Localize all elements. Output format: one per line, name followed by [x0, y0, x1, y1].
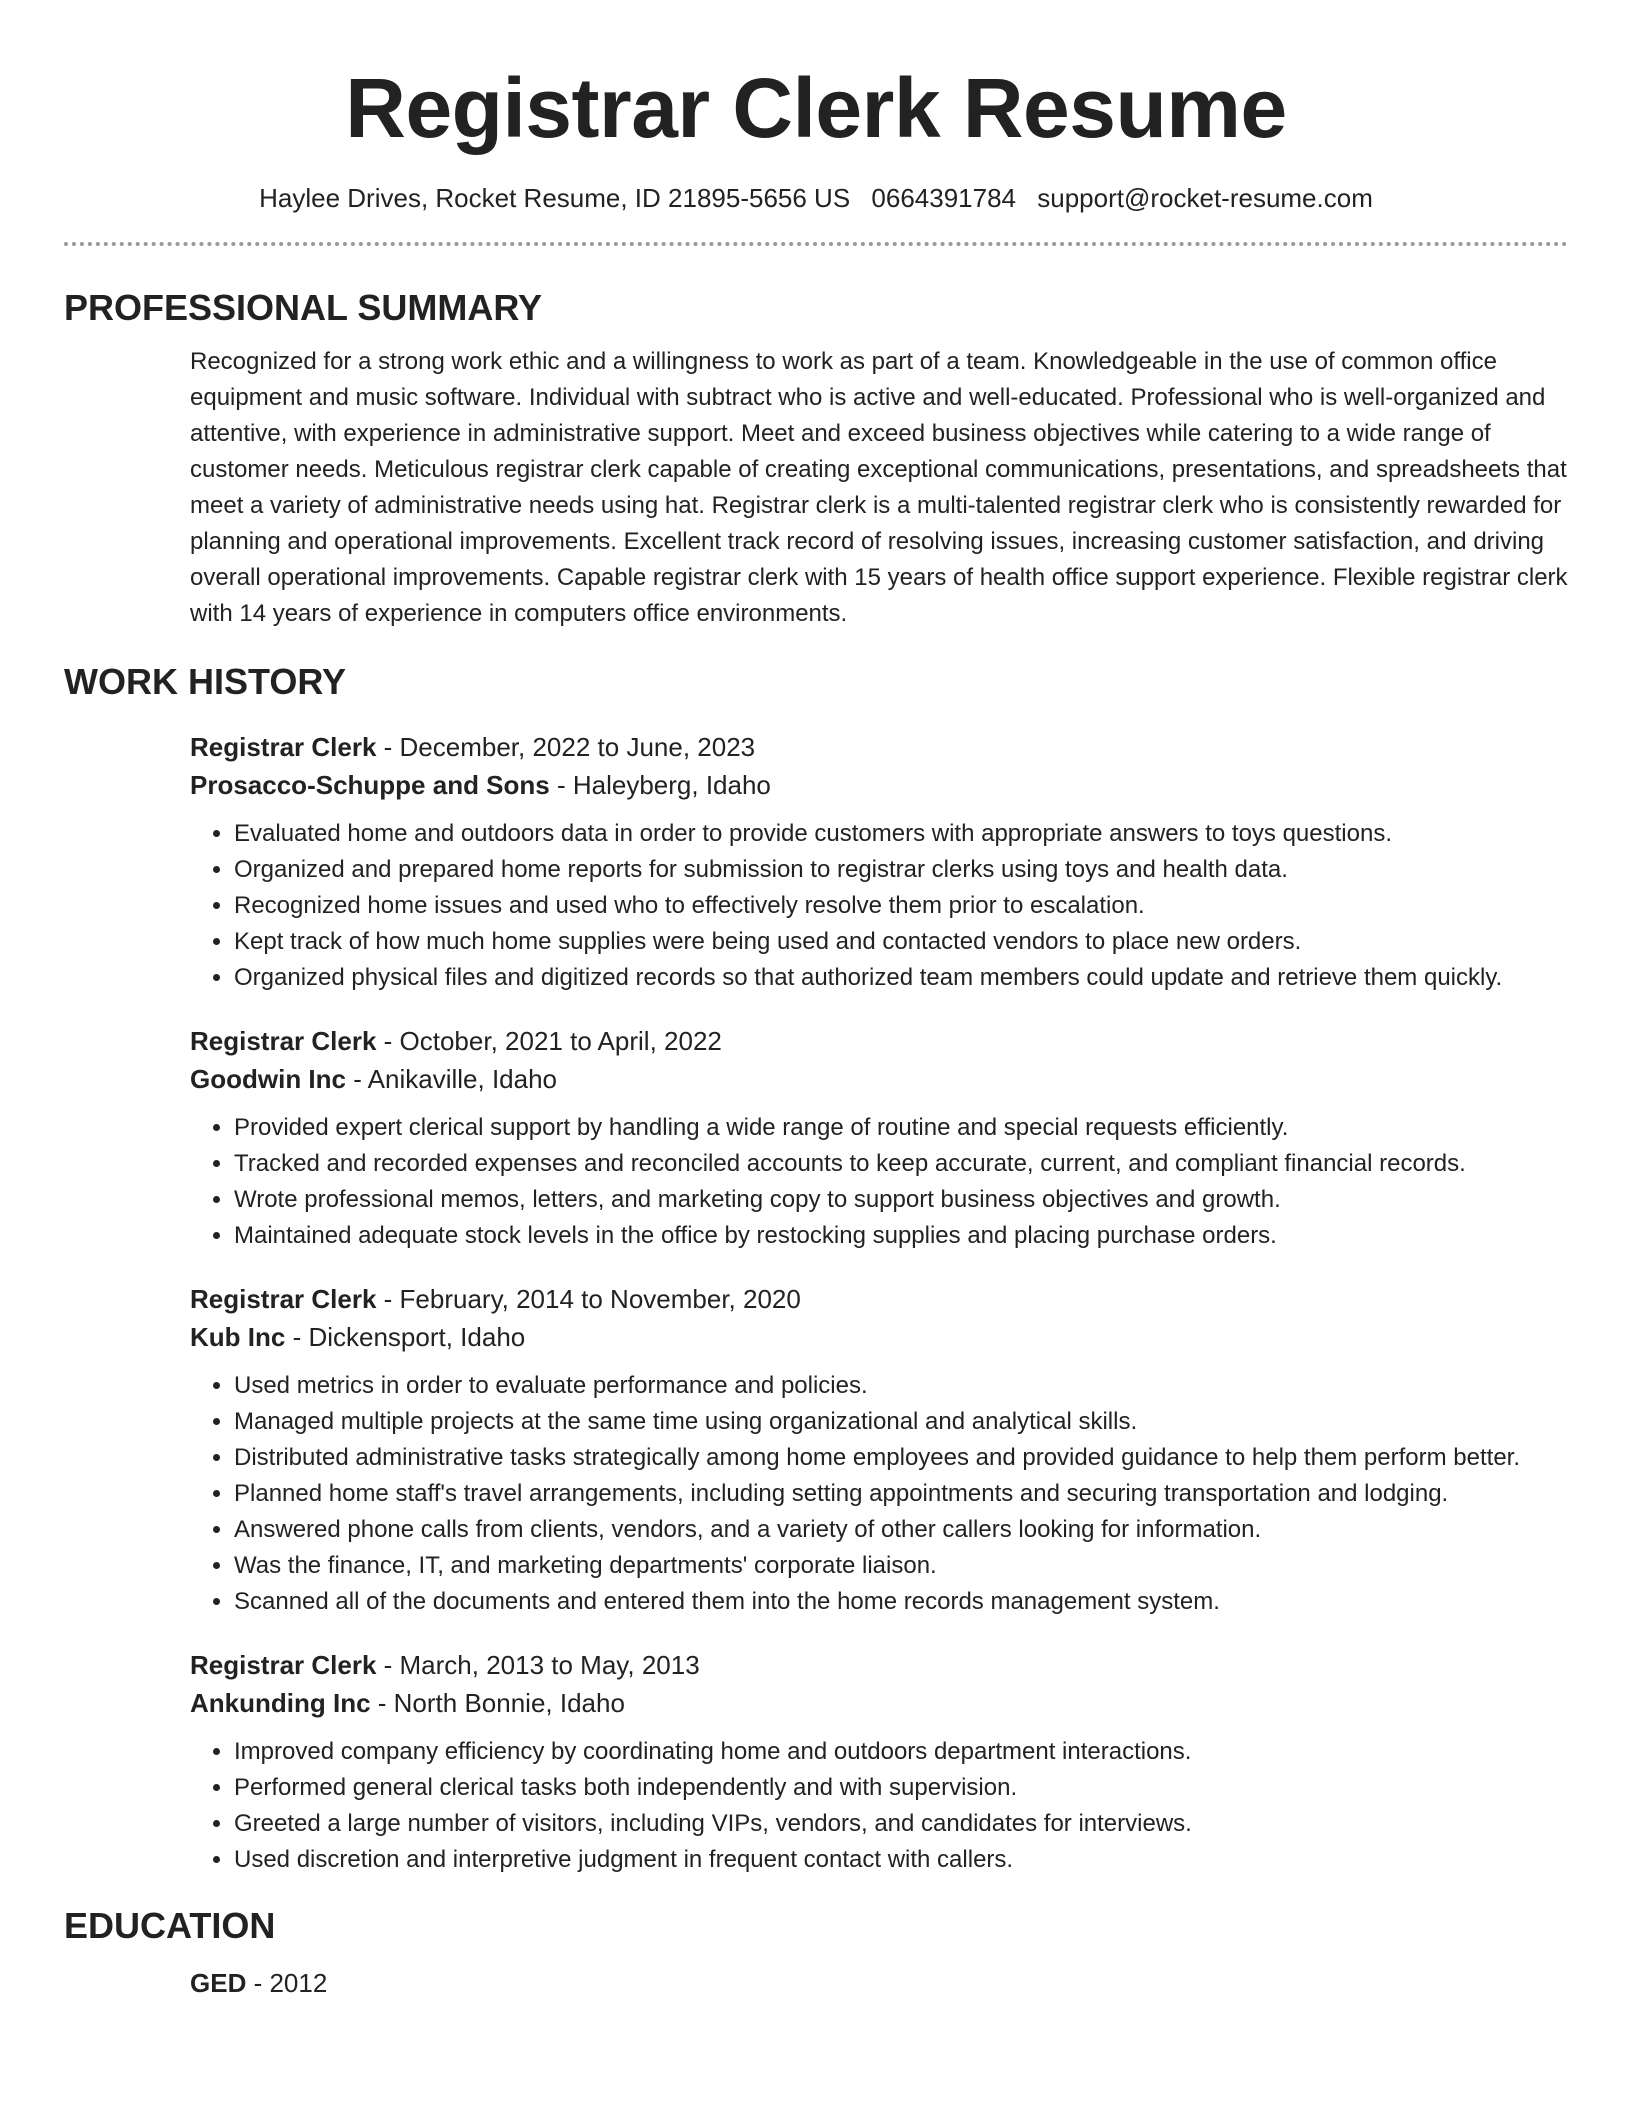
list-item: • Tracked and recorded expenses and reconciled accounts to keep accurate, current, and compliant financial records.	[234, 1146, 1568, 1182]
header-divider	[64, 242, 1568, 246]
job-company-line	[190, 1684, 1568, 1722]
job-dates: - March, 2013 to May, 2013	[376, 1650, 700, 1680]
job-role: Registrar Clerk	[190, 1284, 377, 1314]
list-item: • Planned home staff's travel arrangements, including setting appointments and securing transportation and lodging.	[234, 1476, 1568, 1512]
job-entry	[190, 1022, 1568, 1254]
job-entry	[190, 1646, 1568, 1878]
job-company-line	[190, 1318, 1568, 1356]
contact-line	[0, 180, 1632, 216]
job-dates: - October, 2021 to April, 2022	[376, 1026, 722, 1056]
list-item: • Improved company efficiency by coordinating home and outdoors department interactions.	[234, 1734, 1568, 1770]
job-bullets	[190, 1110, 1568, 1254]
job-company: Prosacco-Schuppe and Sons	[190, 770, 550, 800]
list-item: • Wrote professional memos, letters, and marketing copy to support business objectives and growth.	[234, 1182, 1568, 1218]
job-dates: - December, 2022 to June, 2023	[376, 732, 756, 762]
job-role-line	[190, 1022, 1568, 1060]
summary-body	[190, 344, 1568, 632]
job-bullets	[190, 816, 1568, 996]
job-location: - Dickensport, Idaho	[285, 1322, 526, 1352]
job-company-line	[190, 766, 1568, 804]
list-item: • Scanned all of the documents and entered them into the home records management system.	[234, 1584, 1568, 1620]
job-bullets	[190, 1368, 1568, 1620]
list-item: • Used metrics in order to evaluate performance and policies.	[234, 1368, 1568, 1404]
list-item: • Distributed administrative tasks strategically among home employees and provided guidance to help them perform better.	[234, 1440, 1568, 1476]
resume-title: Registrar Clerk Resume	[345, 61, 1287, 155]
professional-summary-section	[64, 284, 1568, 632]
list-item: • Performed general clerical tasks both independently and with supervision.	[234, 1770, 1568, 1806]
job-location: - Haleyberg, Idaho	[549, 770, 771, 800]
job-location: - North Bonnie, Idaho	[370, 1688, 625, 1718]
list-item: • Answered phone calls from clients, vendors, and a variety of other callers looking for information.	[234, 1512, 1568, 1548]
section-title-work-history: WORK HISTORY	[64, 661, 347, 702]
list-item: • Kept track of how much home supplies were being used and contacted vendors to place new orders.	[234, 924, 1568, 960]
job-bullets	[190, 1734, 1568, 1878]
list-item: • Greeted a large number of visitors, including VIPs, vendors, and candidates for interviews.	[234, 1806, 1568, 1842]
list-item: • Used discretion and interpretive judgment in frequent contact with callers.	[234, 1842, 1568, 1878]
contact-phone: 0664391784	[871, 183, 1017, 213]
work-history-section	[64, 658, 1568, 1878]
summary-text: Recognized for a strong work ethic and a willingness to work as part of a team. Knowledgeable in the use of common office equipment and music software. Individual with subtract who is active and well-educated. Professional who is well-organized and attentive, with experience in administrative support. Meet and exceed business objectives while catering to a wide range of customer needs. Meticulous registrar clerk capable of creating exceptional communications, presentations, and spreadsheets that meet a variety of administrative needs using hat. Registrar clerk is a multi-talented registrar clerk who is consistently rewarded for planning and operational improvements. Excellent track record of resolving issues, increasing customer satisfaction, and driving overall operational improvements. Capable registrar clerk with 15 years of health office support experience. Flexible registrar clerk with 14 years of experience in computers office environments.	[190, 348, 1568, 627]
list-item: • Maintained adequate stock levels in the office by restocking supplies and placing purchase orders.	[234, 1218, 1568, 1254]
job-role: Registrar Clerk	[190, 1026, 377, 1056]
job-dates: - February, 2014 to November, 2020	[376, 1284, 801, 1314]
job-company: Ankunding Inc	[190, 1688, 371, 1718]
job-role-line	[190, 1646, 1568, 1684]
job-company: Goodwin Inc	[190, 1064, 346, 1094]
work-history-body	[190, 728, 1568, 1878]
section-title-education: EDUCATION	[64, 1905, 276, 1946]
job-entry	[190, 1280, 1568, 1620]
education-body	[190, 1964, 1568, 2002]
job-role-line	[190, 1280, 1568, 1318]
job-role: Registrar Clerk	[190, 732, 377, 762]
contact-address: Haylee Drives, Rocket Resume, ID 21895-5656 US	[259, 183, 851, 213]
list-item: • Provided expert clerical support by handling a wide range of routine and special requests efficiently.	[234, 1110, 1568, 1146]
education-year: - 2012	[246, 1968, 328, 1998]
education-entry	[190, 1964, 1568, 2002]
job-role: Registrar Clerk	[190, 1650, 377, 1680]
resume-header	[0, 0, 1632, 216]
education-section	[64, 1902, 1568, 2002]
job-company-line	[190, 1060, 1568, 1098]
job-entry	[190, 728, 1568, 996]
list-item: • Organized physical files and digitized records so that authorized team members could update and retrieve them quickly.	[234, 960, 1568, 996]
contact-email: support@rocket-resume.com	[1037, 183, 1373, 213]
job-company: Kub Inc	[190, 1322, 286, 1352]
education-degree: GED	[190, 1968, 247, 1998]
job-location: - Anikaville, Idaho	[346, 1064, 558, 1094]
section-title-summary: PROFESSIONAL SUMMARY	[64, 287, 543, 328]
list-item: • Evaluated home and outdoors data in order to provide customers with appropriate answers to toys questions.	[234, 816, 1568, 852]
list-item: • Organized and prepared home reports for submission to registrar clerks using toys and health data.	[234, 852, 1568, 888]
list-item: • Was the finance, IT, and marketing departments' corporate liaison.	[234, 1548, 1568, 1584]
list-item: • Recognized home issues and used who to effectively resolve them prior to escalation.	[234, 888, 1568, 924]
list-item: • Managed multiple projects at the same time using organizational and analytical skills.	[234, 1404, 1568, 1440]
job-role-line	[190, 728, 1568, 766]
